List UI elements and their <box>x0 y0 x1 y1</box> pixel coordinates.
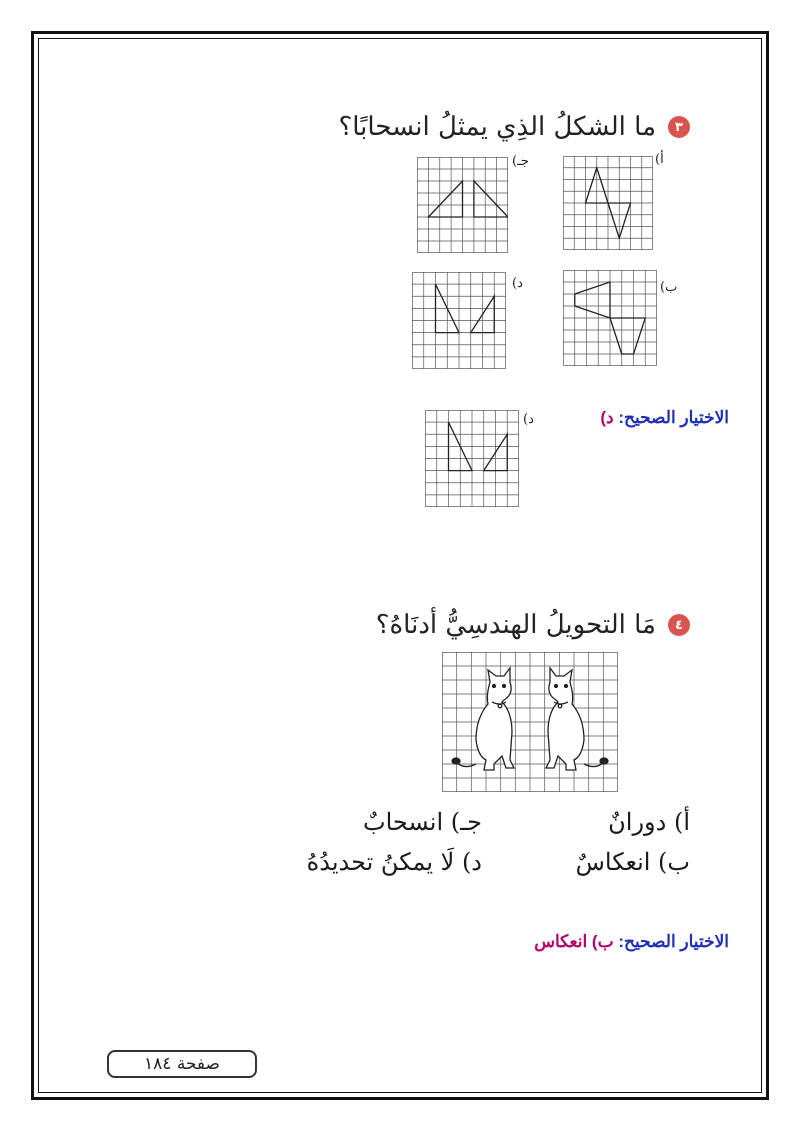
answer-figure-letter: د) <box>523 412 534 427</box>
choice-d: د) لَا يمكنُ تحديدُهُ <box>306 848 482 876</box>
choice-c: جـ) انسحابٌ <box>362 808 482 836</box>
question-4-header <box>376 610 690 640</box>
answer-figure-grid <box>425 410 519 507</box>
option-b-letter: ب) <box>660 280 678 295</box>
question-number-badge: ٤ <box>668 614 690 636</box>
choice-a: أ) دورانٌ <box>608 808 690 836</box>
answer-value: د) <box>600 408 614 427</box>
question-4-answer <box>534 932 729 952</box>
answer-label: الاختيار الصحيح: <box>618 932 729 951</box>
answer-value: ب) انعكاس <box>534 932 614 951</box>
option-c-grid <box>417 157 508 253</box>
page-number-tab: صفحة ١٨٤ <box>107 1050 257 1078</box>
cat-left <box>452 668 514 770</box>
option-b-grid <box>563 270 657 366</box>
question-4-text: مَا التحويلُ الهندسِيُّ أدنَاهُ؟ <box>375 610 656 640</box>
question-3-text: ما الشكلُ الذِي يمثلُ انسحابًا؟ <box>338 112 656 142</box>
cats-reflection-grid <box>442 652 618 792</box>
choice-b: ب) انعكاسٌ <box>575 848 690 876</box>
question-3-answer <box>600 408 729 428</box>
question-number-badge: ٣ <box>668 116 690 138</box>
option-d-letter: د) <box>512 276 523 291</box>
option-d-grid <box>412 272 506 369</box>
question-3-header <box>338 112 690 142</box>
option-a-grid <box>563 156 653 250</box>
option-c-letter: جـ) <box>512 154 529 169</box>
option-a-letter: أ) <box>655 152 664 167</box>
cat-right <box>546 668 608 770</box>
answer-label: الاختيار الصحيح: <box>618 408 729 427</box>
